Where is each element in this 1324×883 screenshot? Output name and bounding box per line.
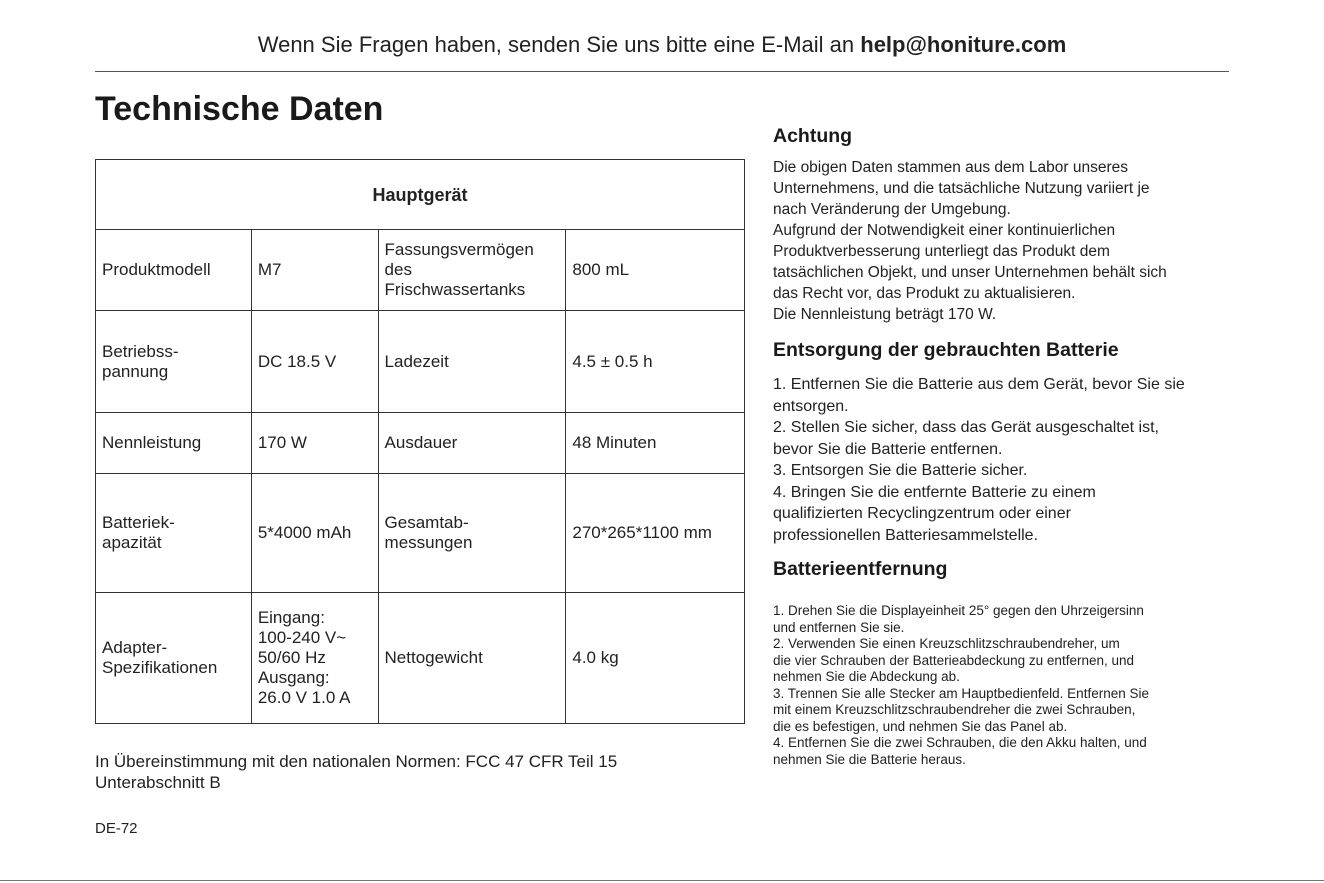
spec-label: Fassungsvermögen des Frischwassertanks xyxy=(378,230,566,311)
section-text: 1. Entfernen Sie die Batterie aus dem Gerät, bevor Sie sie entsorgen. 2. Stellen Sie sicher, dass das Gerät ausgeschaltet ist, bevor Sie die Batterie entfernen. 3. Entsorgen Sie die Batterie sicher. 4. Bringen Sie die entfernte Batterie zu einem qualifizierten Recyclingzentrum oder einer professionellen Batteriesammelstelle. xyxy=(773,376,1185,544)
section-text: 1. Drehen Sie die Displayeinheit 25° gegen den Uhrzeigersinn und entfernen Sie sie. 2. Verwenden Sie einen Kreuzschlitzschraubendreher, um die vier Schrauben der Batterieabdeckung zu entfernen, und nehmen Sie die Abdeckung ab. 3. Trennen Sie alle Stecker am Hauptbedienfeld. Entfernen Sie mit einem Kreuzschlitzschraubendreher die zwei Schrauben, die es befestigen, und nehmen Sie das Panel ab. 4. Entfernen Sie die zwei Schrauben, die den Akku halten, und nehmen Sie die Batterie heraus. xyxy=(773,603,1149,767)
spec-label: Batteriek- apazität xyxy=(96,474,252,593)
table-row xyxy=(96,413,745,474)
section-text: Die obigen Daten stammen aus dem Labor unseres Unternehmens, und die tatsächliche Nutzung variiert je nach Veränderung der Umgebung. Aufgrund der Notwendigkeit einer kontinuierlichen Produktverbesserung unterliegt das Produkt dem tatsächlichen Objekt, und unser Unternehmen behält sich das Recht vor, das Produkt zu aktualisieren. Die Nennleistung beträgt 170 W. xyxy=(773,159,1167,323)
spec-label: Ladezeit xyxy=(378,311,566,413)
page-bottom-edge xyxy=(0,880,1324,881)
section-entfernung-body xyxy=(773,603,1233,768)
spec-label: Nennleistung xyxy=(96,413,252,474)
page-header xyxy=(95,32,1229,58)
table-row xyxy=(96,230,745,311)
section-title: Entsorgung der gebrauchten Batterie xyxy=(773,339,1119,361)
spec-value: 5*4000 mAh xyxy=(251,474,378,593)
compliance-note: In Übereinstimmung mit den nationalen Normen: FCC 47 CFR Teil 15 Unterabschnitt B xyxy=(95,752,618,792)
spec-table-header-row xyxy=(96,160,745,230)
spec-label: Betriebss- pannung xyxy=(96,311,252,413)
table-row xyxy=(96,474,745,593)
section-entsorgung xyxy=(773,339,1233,362)
section-title: Achtung xyxy=(773,125,853,147)
spec-value: 270*265*1100 mm xyxy=(566,474,745,593)
table-row xyxy=(96,593,745,724)
spec-value: 4.0 kg xyxy=(566,593,745,724)
page-title: Technische Daten xyxy=(95,90,384,128)
header-text: Wenn Sie Fragen haben, senden Sie uns bitte eine E-Mail an xyxy=(257,32,861,57)
header-divider xyxy=(95,71,1229,72)
table-row xyxy=(96,311,745,413)
spec-value: 170 W xyxy=(251,413,378,474)
spec-value: M7 xyxy=(251,230,378,311)
spec-label: Adapter- Spezifikationen xyxy=(96,593,252,724)
section-title: Batterieentfernung xyxy=(773,558,948,580)
page-number: DE-72 xyxy=(95,820,138,837)
spec-label: Nettogewicht xyxy=(378,593,566,724)
spec-value: 800 mL xyxy=(566,230,745,311)
section-entfernung xyxy=(773,558,1233,581)
spec-value: 4.5 ± 0.5 h xyxy=(566,311,745,413)
spec-table-heading: Hauptgerät xyxy=(96,160,745,230)
spec-value: Eingang: 100-240 V~ 50/60 Hz Ausgang: 26.0 V 1.0 A xyxy=(251,593,378,724)
spec-value: 48 Minuten xyxy=(566,413,745,474)
spec-table xyxy=(95,159,745,724)
spec-label: Ausdauer xyxy=(378,413,566,474)
section-entsorgung-body xyxy=(773,374,1233,546)
spec-label: Produktmodell xyxy=(96,230,252,311)
spec-value: DC 18.5 V xyxy=(251,311,378,413)
spec-label: Gesamtab- messungen xyxy=(378,474,566,593)
section-achtung-body xyxy=(773,157,1233,325)
support-email: help@honiture.com xyxy=(860,32,1067,57)
section-achtung xyxy=(773,125,1233,148)
